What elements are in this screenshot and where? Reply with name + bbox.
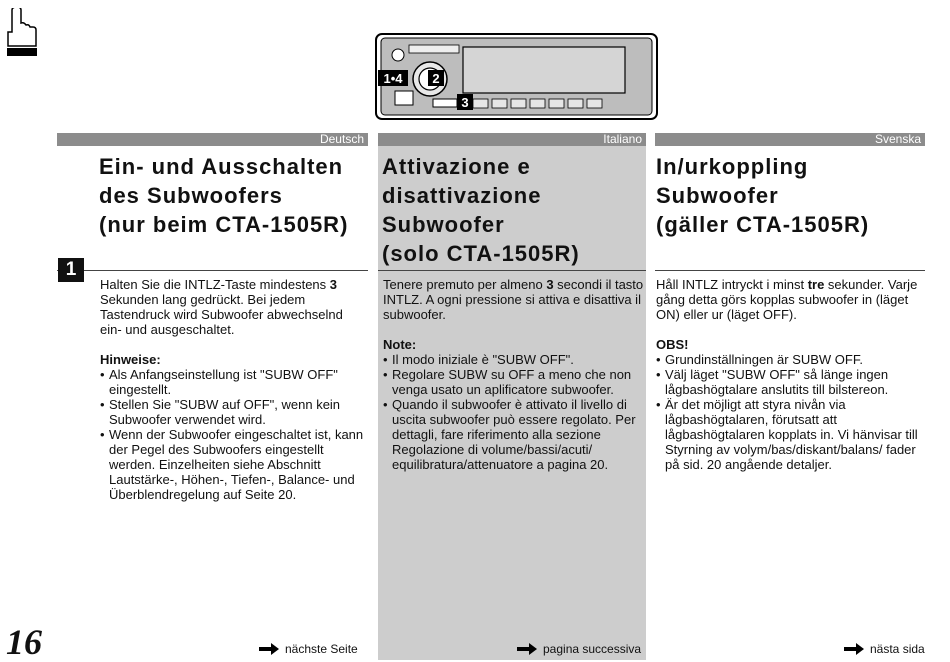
notes-list-italiano: [383, 352, 645, 472]
divider-italiano: [378, 270, 646, 271]
divider-deutsch: [57, 270, 368, 271]
intro-text: Tenere premuto per almeno: [383, 277, 547, 292]
notes-heading-italiano: Note:: [383, 337, 417, 352]
intro-text: Håll INTLZ intryckt i minst: [656, 277, 808, 292]
language-bar-deutsch: Deutsch: [57, 133, 368, 146]
next-page-label: nästa sida: [870, 642, 925, 656]
intro-deutsch: [100, 277, 365, 337]
note-item: • Är det möjligt att styra nivån via lågbashögtalaren, förutsatt att lågbashögtalaren kopplats in. Vi hänvisar till Styrning av volym/bas/diskant/balans/ fader på sid. 20 angående detaljer.: [656, 397, 924, 472]
intro-svenska: [656, 277, 924, 322]
body-deutsch: [100, 277, 365, 502]
next-page-label: nächste Seite: [285, 642, 358, 656]
intro-bold: tre: [807, 277, 825, 292]
intro-text: Halten Sie die INTLZ-Taste mindestens: [100, 277, 330, 292]
intro-text: sekunder. Varje gång detta görs kopplas subwoofer in (läget ON) eller ur (läget OFF).: [656, 277, 918, 322]
intro-text: secondi il tasto INTLZ. A ogni pressione si attiva e disattiva il subwoofer.: [383, 277, 644, 322]
page-number: 16: [6, 622, 42, 662]
body-italiano: [383, 277, 645, 472]
title-svenska: In/urkoppling Subwoofer (gäller CTA-1505R): [656, 154, 870, 237]
language-bar-italiano: Italiano: [378, 133, 646, 146]
next-page-link-italiano[interactable]: [516, 642, 641, 656]
notes-list-svenska: [656, 352, 924, 472]
note-item: • Grundinställningen är SUBW OFF.: [656, 352, 924, 367]
intro-italiano: [383, 277, 645, 322]
note-item: • Wenn der Subwoofer eingeschaltet ist, kann der Pegel des Subwoofers eingestellt werden. Einzelheiten siehe Abschnitt Lautstärke-, Höhen-, Tiefen-, Balance- und Überblendregelung auf Seite 20.: [100, 427, 365, 502]
notes-heading-svenska: OBS!: [656, 337, 689, 352]
note-item: • Regolare SUBW su OFF a meno che non venga usato un aplificatore subwoofer.: [383, 367, 645, 397]
next-page-label: pagina successiva: [543, 642, 642, 656]
car-stereo-illustration: [375, 33, 658, 120]
notes-list-deutsch: [100, 367, 365, 502]
arrow-right-icon: [516, 643, 538, 655]
hand-pointer-icon: [5, 8, 39, 56]
notes-heading-deutsch: Hinweise:: [100, 352, 161, 367]
note-item: • Välj läget "SUBW OFF" så länge ingen lågbashögtalare anslutits till bilstereon.: [656, 367, 924, 397]
next-page-link-svenska[interactable]: [843, 642, 925, 656]
intro-bold: 3: [546, 277, 554, 292]
title-deutsch: Ein- und Ausschalten des Subwoofers (nur beim CTA-1505R): [99, 154, 349, 237]
title-italiano: Attivazione e disattivazione Subwoofer (solo CTA-1505R): [382, 154, 580, 266]
intro-bold: 3: [329, 277, 338, 292]
note-item: • Il modo iniziale è "SUBW OFF".: [383, 352, 645, 367]
device-label-3: 3: [461, 95, 469, 110]
note-item: • Als Anfangseinstellung ist "SUBW OFF" eingestellt.: [100, 367, 365, 397]
body-svenska: [656, 277, 924, 472]
intro-text: Sekunden lang gedrückt. Bei jedem Tastendruck wird Subwoofer abwechselnd ein- und ausgeschaltet.: [100, 292, 343, 337]
divider-svenska: [655, 270, 925, 271]
step-number-badge: 1: [58, 258, 84, 282]
arrow-right-icon: [843, 643, 865, 655]
device-label-1-4: 1•4: [383, 71, 403, 86]
arrow-right-icon: [258, 643, 280, 655]
note-item: • Quando il subwoofer è attivato il livello di uscita subwoofer può essere regolato. Per dettagli, fare riferimento alla sezione Regolazione di volume/bassi/acuti/ equilibratura/attenuatore a pagina 20.: [383, 397, 645, 472]
device-label-2: 2: [432, 71, 440, 86]
note-item: • Stellen Sie "SUBW auf OFF", wenn kein Subwoofer verwendet wird.: [100, 397, 365, 427]
language-bar-svenska: Svenska: [655, 133, 925, 146]
next-page-link-deutsch[interactable]: [258, 642, 358, 656]
